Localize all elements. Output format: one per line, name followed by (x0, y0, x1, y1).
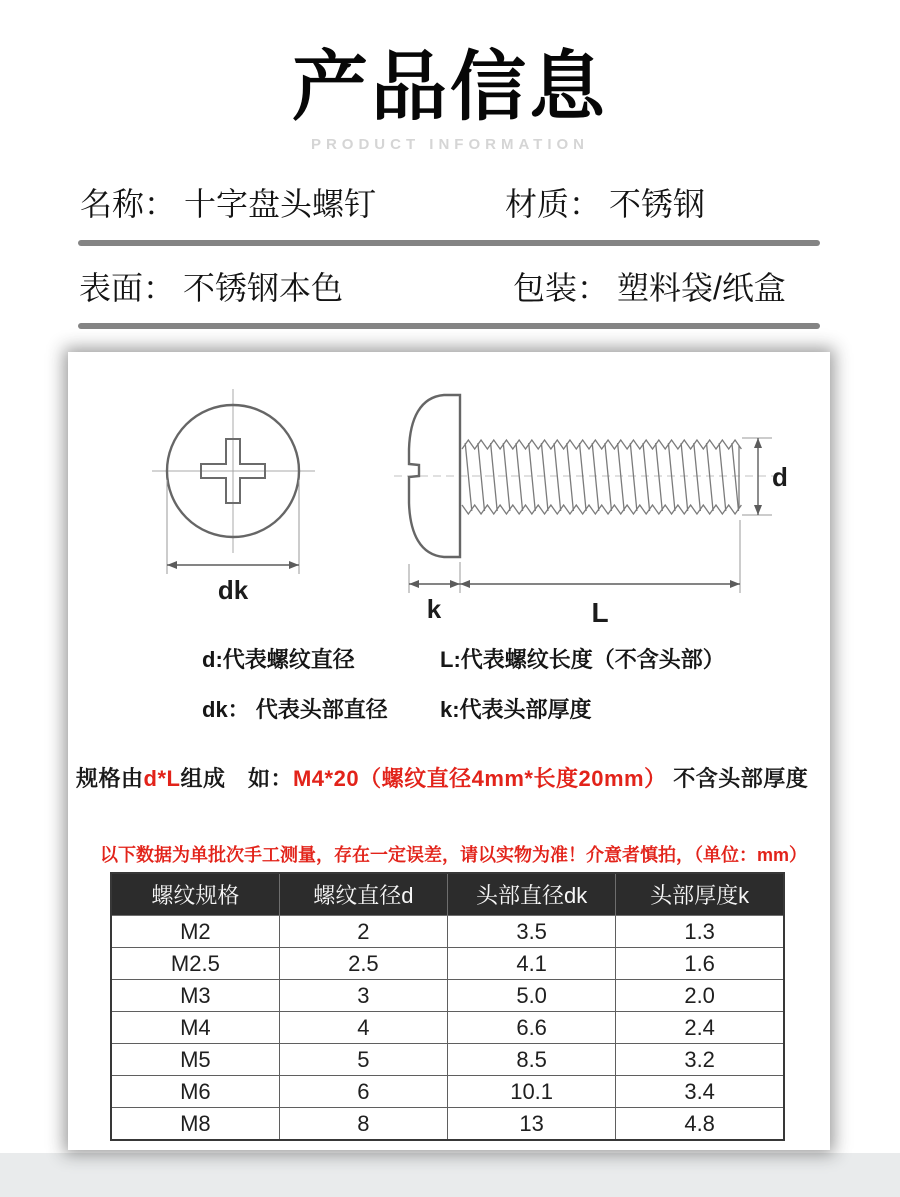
spec-part: d*L (143, 766, 181, 791)
field-packaging-value: 塑料袋/纸盒 (617, 270, 786, 306)
legend-d: d:代表螺纹直径 (202, 647, 355, 672)
table-cell: 4.1 (448, 948, 616, 980)
field-name-value: 十字盘头螺钉 (184, 186, 377, 222)
spec-table-body (111, 916, 784, 1141)
table-cell: 4.8 (616, 1108, 784, 1141)
table-cell: M4 (111, 1012, 279, 1044)
screw-top-view (152, 389, 315, 605)
page-subtitle: PRODUCT INFORMATION (310, 136, 590, 153)
technical-drawing-card (68, 352, 830, 1150)
field-name-label: 名称 (80, 186, 145, 222)
field-surface-label: 表面 (79, 270, 144, 306)
table-cell: 2.0 (616, 980, 784, 1012)
table-cell: 2.4 (616, 1012, 784, 1044)
spec-part: 规格由 (76, 766, 144, 791)
divider-line (78, 323, 820, 329)
measurement-note: 以下数据为单批次手工测量，存在一定误差，请以实物为准！介意者慎拍，（单位：mm） (100, 845, 808, 865)
table-cell: 4 (279, 1012, 447, 1044)
arrowhead (289, 561, 299, 569)
table-header-cell: 头部直径dk (448, 873, 616, 916)
arrowhead (754, 505, 762, 515)
table-cell: M3 (111, 980, 279, 1012)
table-cell: M5 (111, 1044, 279, 1076)
spec-part: M4*20（螺纹直径4mm*长度20mm） (292, 766, 667, 791)
page-bottom-background (0, 1153, 900, 1197)
table-cell: 8 (279, 1108, 447, 1141)
legend-L: L:代表螺纹长度（不含头部） (440, 647, 725, 672)
field-surface-value: 不锈钢本色 (183, 270, 344, 306)
arrowhead (450, 580, 460, 588)
table-row (111, 1012, 784, 1044)
table-cell: 1.6 (616, 948, 784, 980)
table-cell: 10.1 (448, 1076, 616, 1108)
table-cell: 6 (279, 1076, 447, 1108)
table-cell: M2.5 (111, 948, 279, 980)
table-header-row (111, 873, 784, 916)
screw-technical-drawing (68, 352, 830, 642)
table-cell: 3.2 (616, 1044, 784, 1076)
table-row (111, 948, 784, 980)
screw-side-view (394, 395, 788, 628)
l-label: L (591, 597, 609, 628)
table-cell: M8 (111, 1108, 279, 1141)
arrowhead (730, 580, 740, 588)
arrowhead (167, 561, 177, 569)
page-title: 产品信息 (292, 45, 608, 130)
colon: ： (144, 186, 177, 222)
table-cell: 8.5 (448, 1044, 616, 1076)
table-cell: 2 (279, 916, 447, 948)
table-cell: 3 (279, 980, 447, 1012)
dk-label: dk (217, 575, 249, 605)
legend-k: k:代表头部厚度 (440, 697, 592, 722)
arrowhead (460, 580, 470, 588)
spec-part: 不含头部厚度 (666, 766, 809, 791)
table-row (111, 1076, 784, 1108)
spec-part: 组成 如： (180, 766, 293, 791)
field-packaging-label: 包装 (513, 270, 578, 306)
field-name (80, 186, 376, 222)
table-cell: M6 (111, 1076, 279, 1108)
thread-flank-lines (465, 443, 738, 511)
field-packaging (513, 270, 786, 306)
arrowhead (754, 438, 762, 448)
table-header-cell: 螺纹规格 (111, 873, 279, 916)
d-label: d (772, 462, 788, 492)
spec-table (110, 872, 785, 1141)
colon: ： (569, 186, 602, 222)
table-cell: 5.0 (448, 980, 616, 1012)
divider-line (78, 240, 820, 246)
colon: ： (577, 270, 610, 306)
arrowhead (409, 580, 419, 588)
table-cell: 6.6 (448, 1012, 616, 1044)
colon: ： (143, 270, 176, 306)
table-cell: 13 (448, 1108, 616, 1141)
table-header-cell: 头部厚度k (616, 873, 784, 916)
legend-dk: dk： 代表头部直径 (202, 697, 388, 722)
table-cell: 1.3 (616, 916, 784, 948)
table-row (111, 1108, 784, 1141)
field-material-value: 不锈钢 (609, 186, 706, 222)
field-surface (79, 270, 343, 306)
spec-format-line (76, 762, 808, 793)
field-material (505, 186, 705, 222)
table-header-cell: 螺纹直径d (279, 873, 447, 916)
spec-table-head (111, 873, 784, 916)
k-label: k (426, 594, 442, 624)
table-cell: 5 (279, 1044, 447, 1076)
table-row (111, 980, 784, 1012)
field-material-label: 材质 (505, 186, 570, 222)
table-cell: 3.5 (448, 916, 616, 948)
table-row (111, 916, 784, 948)
table-row (111, 1044, 784, 1076)
table-cell: M2 (111, 916, 279, 948)
table-cell: 3.4 (616, 1076, 784, 1108)
table-cell: 2.5 (279, 948, 447, 980)
